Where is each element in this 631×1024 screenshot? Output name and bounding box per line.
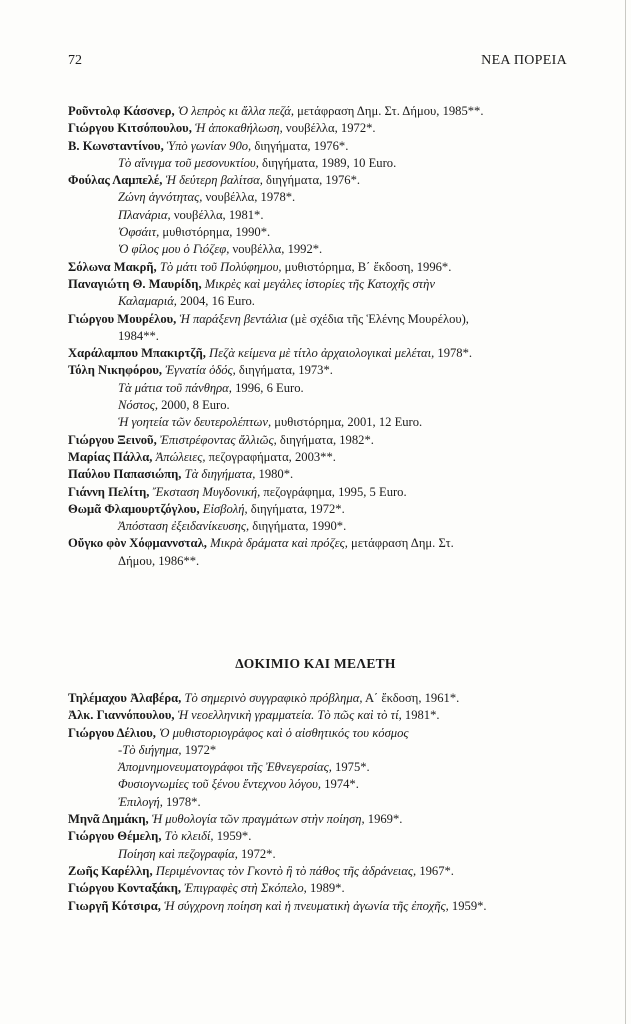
- entry-author: Γιώργου Θέμελη,: [68, 829, 162, 844]
- entry: [68, 466, 578, 483]
- entry: [68, 345, 578, 362]
- entry-subtitle: [68, 759, 578, 776]
- entry-title: Ἡ μυθολογία τῶν πραγμάτων στὴν ποίηση,: [151, 812, 365, 827]
- entry-details: μετάφραση Δημ. Στ. Δήμου, 1985**.: [293, 104, 484, 118]
- entry-author: Β. Κωνσταντίνου,: [68, 138, 164, 153]
- entry-title: Ἡ ἀποκαθήλωση,: [195, 121, 283, 136]
- entry-subtitle: [68, 155, 578, 172]
- entry-details: πεζογραφήματα, 2003**.: [205, 449, 336, 464]
- entry-author: Ζωῆς Καρέλλη,: [68, 863, 153, 878]
- entry-details: 1959*.: [213, 829, 252, 844]
- essay-entries: [68, 690, 578, 915]
- entry-title: Καλαμαριά,: [118, 294, 177, 309]
- entry-details: 1980*.: [255, 467, 294, 482]
- entry-author: Μαρίας Πάλλα,: [68, 449, 153, 464]
- entry-details: 1969*.: [364, 812, 403, 827]
- entry: [68, 311, 578, 328]
- entry: [68, 863, 578, 880]
- entry-subtitle: [68, 224, 578, 241]
- entry-details: Α΄ ἔκδοση, 1961*.: [362, 691, 460, 705]
- entry-details: πεζογράφημα, 1995, 5 Euro.: [260, 484, 407, 499]
- entry-title: Περιμένοντας τὸν Γκοντὸ ἢ τὸ πάθος τῆς ἀδράνειας,: [155, 863, 417, 878]
- entry: [68, 811, 578, 828]
- entry: [68, 276, 578, 293]
- entry-title: Τὸ σημερινὸ συγγραφικὸ πρόβλημα,: [184, 691, 363, 705]
- entry-subtitle: [68, 742, 578, 759]
- entry-subtitle: [68, 397, 578, 414]
- entry-title: -Τὸ διήγημα,: [118, 742, 182, 757]
- entry-author: Γιώργου Ξεινοῦ,: [68, 432, 157, 447]
- entry: [68, 103, 578, 120]
- page-edge-line: [625, 0, 626, 1024]
- entry-details: διηγήματα, 1976*.: [251, 138, 349, 153]
- entry-details: νουβέλλα, 1992*.: [229, 242, 323, 257]
- entry-title: Πλανάρια,: [118, 207, 171, 222]
- entry-details: διηγήματα, 1973*.: [235, 363, 333, 378]
- entry-details: μυθιστόρημα, Β΄ ἔκδοση, 1996*.: [281, 259, 452, 274]
- entry-title: Ὁ μυθιστοριογράφος καὶ ὁ αἰσθητικός του κόσμος: [159, 725, 409, 740]
- entry-details: μυθιστόρημα, 1990*.: [159, 225, 271, 240]
- entry-details: μετάφραση Δημ. Στ.: [347, 536, 454, 551]
- entry-title: Ἔκσταση Μυγδονική,: [152, 484, 261, 499]
- entry-title: Ἡ παράξενη βεντάλια: [179, 311, 288, 326]
- entry-details: 1975*.: [331, 760, 370, 775]
- entry-title: Ἡ σύγχρονη ποίηση καὶ ἡ πνευματικὴ ἀγωνία τῆς ἐποχῆς,: [164, 898, 449, 913]
- entry-details: νουβέλλα, 1978*.: [202, 190, 296, 205]
- entry: [68, 138, 578, 155]
- entry: [68, 362, 578, 379]
- entry-subtitle: [68, 776, 578, 793]
- entry-author: Τηλέμαχου Ἀλαβέρα,: [68, 691, 182, 705]
- entry-title: Τὸ κλειδί,: [164, 829, 214, 844]
- entry-details: 1959*.: [448, 898, 487, 913]
- entry-title: Τὰ διηγήματα,: [184, 467, 256, 482]
- entry-author: Γιώργου Κιτσόπουλου,: [68, 121, 192, 136]
- entry-details: 1981*.: [401, 708, 440, 723]
- running-head: ΝΕΑ ΠΟΡΕΙΑ: [481, 53, 567, 68]
- entry-continuation: [68, 293, 578, 310]
- entry-title: Ὁ λεπρὸς κι ἄλλα πεζά,: [177, 104, 294, 118]
- page-header: [68, 53, 567, 73]
- entry: [68, 259, 578, 276]
- page-number: 72: [68, 53, 82, 68]
- entry-details: 1996, 6 Euro.: [231, 380, 304, 395]
- entry: [68, 828, 578, 845]
- entry-title: Μικρὲς καὶ μεγάλες ἱστορίες τῆς Κατοχῆς στὴν: [204, 276, 436, 291]
- entry-subtitle: [68, 414, 578, 431]
- entry-details: 2004, 16 Euro.: [176, 294, 255, 309]
- entry-title: Εἰσβολή,: [202, 501, 248, 516]
- entry: [68, 449, 578, 466]
- entry: [68, 432, 578, 449]
- entry-details: 1972*: [181, 742, 217, 757]
- entry-subtitle: [68, 207, 578, 224]
- entry-details: 1972*.: [237, 846, 276, 861]
- entry-author: Ροῦντολφ Κάσσνερ,: [68, 104, 175, 118]
- entry-title: Ἐπιστρέφοντας ἄλλιῶς,: [159, 432, 277, 447]
- entry-details: 2000, 8 Euro.: [157, 398, 230, 413]
- entry-subtitle: [68, 189, 578, 206]
- entry: [68, 172, 578, 189]
- entry-details: διηγήματα, 1990*.: [249, 519, 347, 534]
- entry-title: Ὁ φίλος μου ὁ Γιόζεφ,: [118, 242, 230, 257]
- entry-author: Γιώργου Κονταξάκη,: [68, 881, 182, 896]
- entry-details: 1989*.: [306, 881, 345, 896]
- entry-title: Πεζὰ κείμενα μὲ τίτλο ἀρχαιολογικαὶ μελέται,: [209, 346, 435, 361]
- entry-title: Ἡ γοητεία τῶν δευτερολέπτων,: [118, 415, 272, 430]
- entry: [68, 898, 578, 915]
- entry: [68, 690, 578, 707]
- entry-title: Ποίηση καὶ πεζογραφία,: [118, 846, 238, 861]
- entry: [68, 535, 578, 552]
- entry: [68, 120, 578, 137]
- entry-subtitle: [68, 380, 578, 397]
- entry-title: Ἐγνατία ὁδός,: [165, 363, 236, 378]
- entry-title: Τὰ μάτια τοῦ πάνθηρα,: [118, 380, 232, 395]
- entry-author: Γιώργου Δέλιου,: [68, 725, 156, 740]
- entry-title: Τὸ μάτι τοῦ Πολύφημου,: [159, 259, 282, 274]
- entry-title: Ὀφσάιτ,: [118, 225, 160, 240]
- entry-title: Ἀπώλειες,: [155, 449, 206, 464]
- entry-author: Θωμᾶ Φλαμουρτζόγλου,: [68, 501, 200, 516]
- entry-continuation: [68, 328, 578, 345]
- entry-title: Τὸ αἴνιγμα τοῦ μεσονυκτίου,: [118, 155, 259, 170]
- entry-author: Γιωργῆ Κότσιρα,: [68, 898, 161, 913]
- entry-author: Σόλωνα Μακρῆ,: [68, 259, 157, 274]
- entry-author: Μηνᾶ Δημάκη,: [68, 812, 149, 827]
- entry-continuation: [68, 553, 578, 570]
- entry: [68, 707, 578, 724]
- entry-author: Φούλας Λαμπελέ,: [68, 173, 163, 188]
- entry-author: Οὔγκο φὸν Χόφμαννσταλ,: [68, 536, 207, 551]
- entry-details: διηγήματα, 1982*.: [276, 432, 374, 447]
- entry-title: Ἡ νεοελληνικὴ γραμματεία. Τὸ πῶς καὶ τὸ τί,: [177, 708, 402, 723]
- entry-title: Ὑπὸ γωνίαν 90ο,: [166, 138, 252, 153]
- entry-subtitle: [68, 241, 578, 258]
- entry-subtitle: [68, 518, 578, 535]
- entry-title: Ἀπόσταση ἐξειδανίκευσης,: [118, 519, 250, 534]
- entry-details: (μὲ σχέδια τῆς Ἑλένης Μουρέλου),: [287, 311, 469, 326]
- entry-title: Ἡ δεύτερη βαλίτσα,: [165, 173, 263, 188]
- entry: [68, 880, 578, 897]
- entry: [68, 484, 578, 501]
- entry-details: Δήμου, 1986**.: [118, 553, 200, 568]
- entry-title: Φυσιογνωμίες τοῦ ξένου ἔντεχνου λόγου,: [118, 777, 322, 792]
- entry-title: Ἐπιγραφὲς στὴ Σκόπελο,: [184, 881, 307, 896]
- entry-details: 1978*.: [434, 346, 473, 361]
- entry: [68, 501, 578, 518]
- entry-subtitle: [68, 846, 578, 863]
- entry-details: διηγήματα, 1972*.: [247, 501, 345, 516]
- entry-author: Παναγιώτη Θ. Μαυρίδη,: [68, 276, 202, 291]
- entry-details: νουβέλλα, 1972*.: [282, 121, 376, 136]
- entry-details: 1978*.: [162, 794, 201, 809]
- entry-author: Χαράλαμπου Μπακιρτζῆ,: [68, 346, 206, 361]
- entry-author: Γιώργου Μουρέλου,: [68, 311, 177, 326]
- entry-details: νουβέλλα, 1981*.: [170, 207, 264, 222]
- entry-title: Ἐπιλογή,: [118, 794, 163, 809]
- entry-details: μυθιστόρημα, 2001, 12 Euro.: [271, 415, 423, 430]
- entry-details: 1974*.: [321, 777, 359, 792]
- entry-details: διηγήματα, 1989, 10 Euro.: [258, 155, 397, 170]
- entry-details: 1967*.: [416, 863, 454, 878]
- entry-details: 1984**.: [118, 328, 159, 343]
- entry-subtitle: [68, 794, 578, 811]
- entry: [68, 725, 578, 742]
- section-heading: ΔΟΚΙΜΙΟ ΚΑΙ ΜΕΛΕΤΗ: [235, 656, 396, 671]
- entry-title: Νόστος,: [118, 398, 158, 413]
- fiction-entries: [68, 103, 578, 570]
- entry-author: Γιάννη Πελίτη,: [68, 484, 150, 499]
- entry-title: Ζώνη ἁγνότητας,: [118, 190, 203, 205]
- entry-author: Παύλου Παπασιώπη,: [68, 467, 182, 482]
- entry-author: Ἀλκ. Γιαννόπουλου,: [68, 708, 175, 723]
- entry-details: διηγήματα, 1976*.: [262, 173, 361, 188]
- entry-author: Τόλη Νικηφόρου,: [68, 363, 163, 378]
- entry-title: Ἀπομνημονευματογράφοι τῆς Ἐθνεγερσίας,: [118, 760, 332, 775]
- entry-title: Μικρὰ δράματα καὶ πρόζες,: [210, 536, 348, 551]
